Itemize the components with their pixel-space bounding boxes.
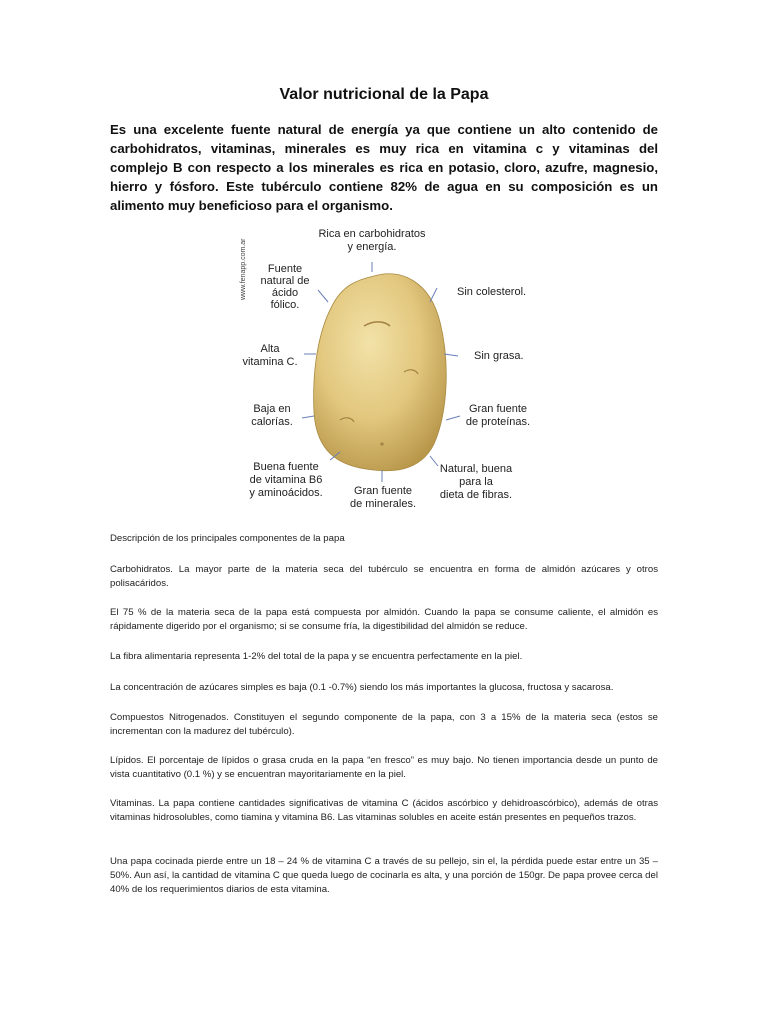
section-heading: Descripción de los principales componentes de la papa — [110, 533, 345, 544]
label-calorias: Baja en — [253, 403, 291, 415]
label-colesterol: Sin colesterol. — [457, 286, 527, 298]
paragraph-vitaminas: Vitaminas. La papa contiene cantidades significativas de vitamina C (ácidos ascórbico y dehidroascórbico), además de otras vitaminas hidrosolubles, como tiamina y vitamina B6. Las vitaminas solubles en aceite están presentes en pequeños trazos. — [110, 798, 658, 823]
label-fibras: Natural, buena — [439, 463, 513, 475]
potato-diagram — [232, 222, 540, 514]
paragraph-azucares: La concentración de azúcares simples es baja (0.1 -0.7%) siendo los más importantes la glucosa, fructosa y sacarosa. — [110, 682, 614, 693]
paragraph-nitrogenados: Compuestos Nitrogenados. Constituyen el segundo componente de la papa, con 3 a 15% de la materia seca (estos se incrementan con la madurez del tubérculo). — [110, 712, 658, 737]
paragraph-almidon: El 75 % de la materia seca de la papa está compuesta por almidón. Cuando la papa se consume caliente, el almidón es rápidamente digerido por el organismo; si se consume fría, la digestibilidad del almidón se reduce. — [110, 607, 658, 632]
potato-image — [314, 274, 447, 471]
potato-spot — [380, 442, 383, 445]
label-fibras: dieta de fibras. — [439, 489, 513, 501]
paragraph-carbohidratos: Carbohidratos. La mayor parte de la materia seca del tubérculo se encuentra en forma de almidón azúcares y otros polisacáridos. — [110, 564, 658, 589]
intro-paragraph: Es una excelente fuente natural de energía ya que contiene un alto contenido de carbohidratos, vitaminas, minerales es muy rica en vitamina c y vitaminas del complejo B con respecto a los minerales es rica en potasio, cloro, azufre, magnesio, hierro y fósforo. Este tubérculo contiene 82% de agua en su composición es un alimento muy beneficioso para el organismo. — [110, 122, 658, 213]
label-folico: natural de — [260, 275, 310, 287]
label-carbohidratos: y energía. — [347, 241, 397, 253]
potato-infographic — [232, 222, 540, 514]
label-calorias: calorías. — [251, 416, 293, 428]
credit-text: www.fenapp.com.ar — [240, 238, 247, 300]
label-vitamina-b6: Buena fuente — [253, 461, 319, 473]
label-fibras: para la — [459, 476, 493, 488]
label-vitamina-c: Alta — [260, 343, 280, 355]
label-vitamina-b6: y aminoácidos. — [249, 487, 323, 499]
label-minerales: Gran fuente — [353, 485, 413, 497]
paragraph-vitamina-c: Una papa cocinada pierde entre un 18 – 24 % de vitamina C a través de su pellejo, sin el, la pérdida puede estar entre un 35 – 50%. Aun así, la cantidad de vitamina C que queda luego de cocinarla es alta, y una porción de 150gr. De papa provee cerca del 40% de los requerimientos diarios de esta vitamina. — [110, 856, 658, 895]
label-grasa: Sin grasa. — [474, 350, 524, 362]
label-vitamina-c: vitamina C. — [242, 356, 298, 368]
page-title: Valor nutricional de la Papa — [279, 86, 489, 103]
paragraph-lipidos: Lípidos. El porcentaje de lípidos o grasa cruda en la papa “en fresco” es muy bajo. No tienen importancia desde un punto de vista cuantitativo (0.1 %) y se encuentran mayoritariamente en la piel. — [110, 755, 658, 780]
label-folico: ácido — [271, 287, 299, 299]
label-carbohidratos: Rica en carbohidratos — [318, 228, 426, 240]
label-proteinas: Gran fuente — [468, 403, 528, 415]
label-folico: Fuente — [267, 263, 303, 275]
label-minerales: de minerales. — [349, 498, 417, 510]
label-folico: fólico. — [270, 299, 300, 311]
label-proteinas: de proteínas. — [465, 416, 531, 428]
paragraph-fibra: La fibra alimentaria representa 1-2% del total de la papa y se encuentra perfectamente en la piel. — [110, 651, 523, 662]
label-vitamina-b6: de vitamina B6 — [249, 474, 323, 486]
